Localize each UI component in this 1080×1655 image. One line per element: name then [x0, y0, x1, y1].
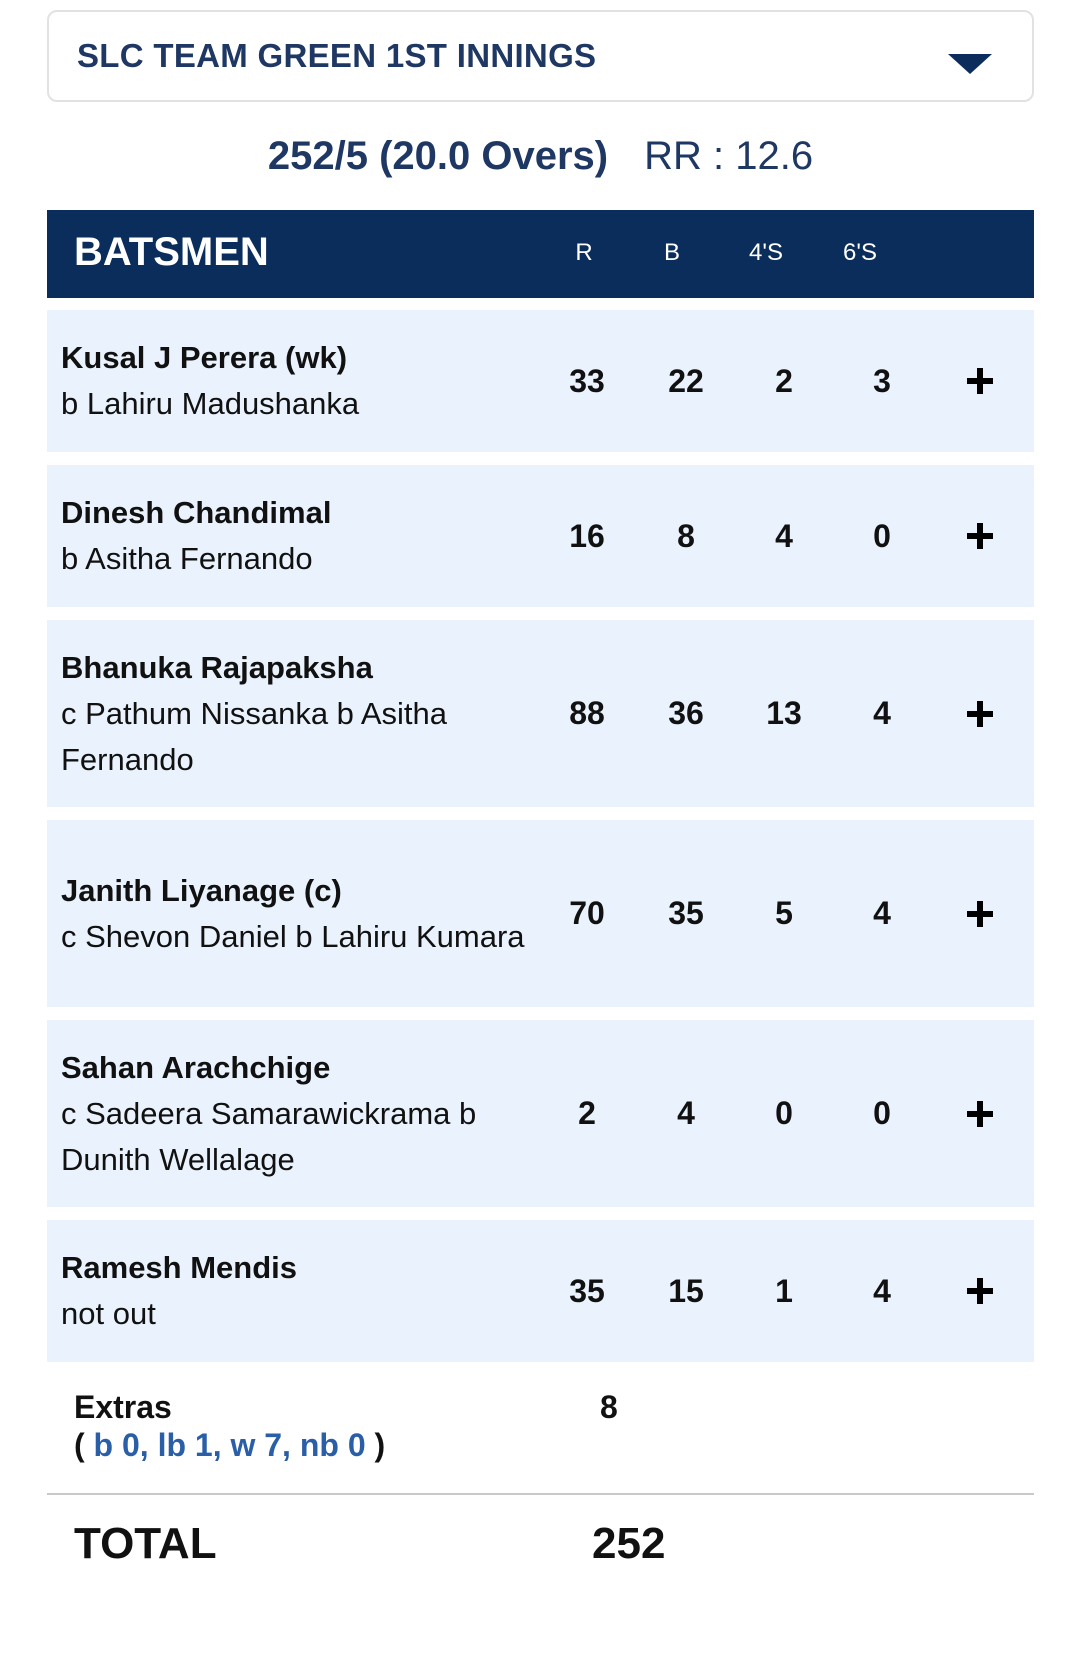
batsman-name: Dinesh Chandimal	[61, 495, 332, 530]
extras-close-paren: )	[365, 1427, 386, 1463]
batsman-runs: 16	[569, 517, 605, 554]
innings-dropdown[interactable]	[47, 10, 1034, 102]
plus-icon[interactable]	[931, 523, 1029, 549]
total-score: 252/5 (20.0 Overs)	[267, 133, 609, 178]
extras-section	[47, 1375, 1034, 1495]
batsman-fours: 4	[775, 517, 793, 554]
batsman-name: Sahan Arachchige	[61, 1049, 331, 1085]
batsman-sixes: 4	[873, 1272, 891, 1309]
column-fours: 4'S	[749, 238, 783, 266]
total-label: TOTAL	[74, 1519, 217, 1568]
batsman-name: Bhanuka Rajapaksha	[61, 649, 373, 685]
extras-label: Extras	[74, 1389, 172, 1425]
batsman-runs: 2	[578, 1095, 596, 1131]
plus-icon[interactable]	[931, 701, 1029, 727]
batsman-balls: 36	[668, 695, 704, 731]
plus-icon[interactable]	[931, 1101, 1029, 1127]
extras-breakdown	[74, 1427, 385, 1464]
batsman-fours: 13	[766, 695, 802, 731]
column-sixes: 6'S	[843, 238, 877, 266]
batsman-balls: 4	[677, 1095, 695, 1131]
batsman-runs: 35	[569, 1272, 605, 1309]
batsman-row[interactable]	[47, 1020, 1034, 1207]
batsman-balls: 22	[668, 362, 704, 399]
batsman-name: Kusal J Perera (wk)	[61, 340, 348, 375]
batsman-info	[47, 335, 537, 427]
batsman-dismissal: b Asitha Fernando	[61, 541, 313, 576]
plus-icon[interactable]	[931, 368, 1029, 394]
batsman-info	[47, 1045, 537, 1183]
batsman-sixes: 3	[873, 362, 891, 399]
batsman-balls: 15	[668, 1272, 704, 1309]
batsman-fours: 0	[775, 1095, 793, 1131]
batsman-sixes: 0	[873, 1095, 891, 1131]
extras-open-paren: (	[74, 1427, 94, 1463]
batsman-dismissal: not out	[61, 1296, 156, 1331]
run-rate: RR : 12.6	[644, 133, 814, 178]
batsman-info	[47, 1245, 537, 1337]
batsman-sixes: 0	[873, 517, 891, 554]
extras-value: 8	[600, 1389, 618, 1425]
batsman-row[interactable]	[47, 1220, 1034, 1362]
batsman-name: Janith Liyanage (c)	[61, 872, 342, 908]
batsman-fours: 1	[775, 1272, 793, 1309]
total-section	[47, 1495, 1034, 1585]
batsmen-list	[47, 310, 1034, 1362]
scorecard	[47, 10, 1034, 1585]
batsman-row[interactable]	[47, 310, 1034, 452]
batsman-runs: 70	[569, 895, 605, 931]
batsman-dismissal: c Pathum Nissanka b Asitha Fernando	[61, 695, 447, 777]
batsman-name: Ramesh Mendis	[61, 1250, 298, 1285]
batsman-runs: 88	[569, 695, 605, 731]
batsman-info	[47, 645, 537, 783]
innings-dropdown-label: SLC TEAM GREEN 1ST INNINGS	[77, 37, 597, 74]
batsmen-title: BATSMEN	[74, 230, 269, 274]
batsman-info	[47, 868, 537, 960]
total-value: 252	[592, 1519, 666, 1568]
extras-detail: b 0, lb 1, w 7, nb 0	[93, 1427, 366, 1463]
batsman-dismissal: b Lahiru Madushanka	[61, 386, 360, 421]
batsman-dismissal: c Shevon Daniel b Lahiru Kumara	[61, 918, 525, 954]
plus-icon[interactable]	[931, 901, 1029, 927]
plus-icon[interactable]	[931, 1278, 1029, 1304]
score-summary	[47, 102, 1034, 210]
batsman-runs: 33	[569, 362, 605, 399]
column-runs: R	[575, 238, 593, 266]
column-balls: B	[663, 238, 680, 266]
caret-down-icon[interactable]	[948, 54, 992, 74]
batsman-balls: 8	[677, 517, 695, 554]
batsman-row[interactable]	[47, 620, 1034, 807]
batsman-row[interactable]	[47, 820, 1034, 1007]
batsman-fours: 5	[775, 895, 793, 931]
batsman-row[interactable]	[47, 465, 1034, 607]
batsman-info	[47, 490, 537, 582]
batsman-sixes: 4	[873, 895, 891, 931]
batsman-fours: 2	[775, 362, 793, 399]
batsmen-header	[47, 210, 1034, 298]
batsman-dismissal: c Sadeera Samarawickrama b Dunith Wellalage	[61, 1095, 477, 1177]
batsman-sixes: 4	[873, 695, 891, 731]
batsman-balls: 35	[668, 895, 704, 931]
